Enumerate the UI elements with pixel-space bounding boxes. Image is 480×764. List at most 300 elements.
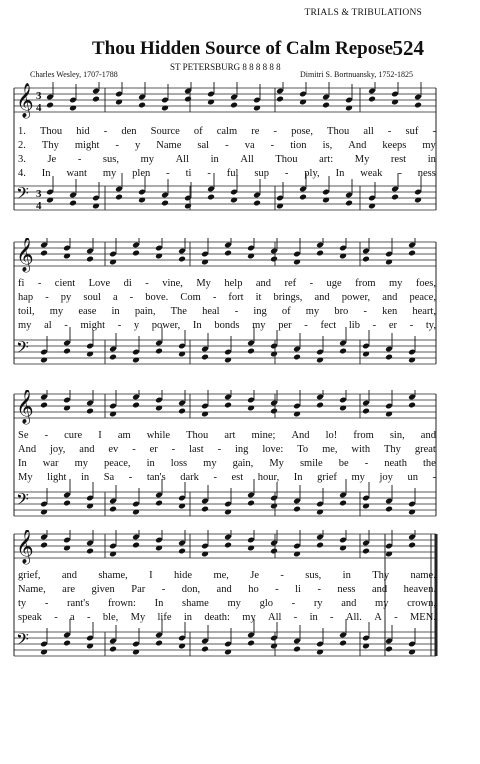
lyric-syllable: neath bbox=[384, 458, 407, 469]
lyric-syllable: in bbox=[146, 458, 155, 469]
lyric-syllable: and bbox=[382, 292, 398, 303]
lyric-syllable: a bbox=[112, 292, 118, 303]
lyric-syllable: bove. bbox=[145, 292, 169, 303]
lyric-syllable: And bbox=[291, 430, 310, 441]
lyric-syllable: my bbox=[252, 320, 266, 331]
lyric-syllable: power, bbox=[151, 320, 181, 331]
lyric-syllable: soul bbox=[83, 292, 101, 303]
lyric-syllable: - bbox=[409, 320, 414, 331]
lyric-syllable: my bbox=[351, 472, 365, 483]
lyric-syllable: calm bbox=[216, 126, 238, 137]
lyric-syllable: Je bbox=[250, 570, 260, 581]
lyric-syllable: of bbox=[281, 306, 291, 317]
lyric-line bbox=[18, 584, 436, 595]
lyric-syllable: and bbox=[61, 570, 77, 581]
lyric-syllable: joy bbox=[379, 472, 393, 483]
lyric-line bbox=[18, 458, 436, 469]
lyric-syllable: Thy bbox=[41, 140, 59, 151]
lyric-syllable: and bbox=[216, 584, 232, 595]
bass-clef-icon: 𝄢 bbox=[16, 489, 29, 513]
lyric-syllable: uge bbox=[326, 278, 342, 289]
lyric-syllable: weak bbox=[360, 168, 383, 179]
lyric-syllable: In bbox=[335, 168, 345, 179]
lyric-syllable: my bbox=[74, 458, 88, 469]
note-head bbox=[178, 408, 186, 415]
note-head bbox=[414, 102, 422, 109]
time-signature-top: 3 bbox=[36, 188, 42, 200]
lyric-syllable: my bbox=[242, 612, 256, 623]
hymn-title: Thou Hidden Source of Calm Repose bbox=[92, 38, 394, 59]
lyric-line bbox=[18, 430, 436, 441]
lyric-syllable: ti bbox=[185, 168, 192, 179]
lyric-syllable: - bbox=[45, 292, 49, 303]
note-head bbox=[270, 256, 278, 263]
lyric-line bbox=[18, 612, 436, 623]
note-head bbox=[201, 646, 209, 653]
note-head bbox=[339, 500, 347, 507]
lyric-syllable: heaven. bbox=[403, 584, 436, 595]
lyric-syllable: ble, bbox=[102, 612, 119, 623]
lyric-syllable: A bbox=[374, 612, 382, 623]
lyric-syllable: Thou bbox=[327, 126, 350, 137]
lyric-syllable: it bbox=[255, 292, 262, 303]
note-head bbox=[385, 354, 393, 361]
lyric-syllable: ease bbox=[78, 306, 97, 317]
lyric-syllable: from bbox=[355, 278, 376, 289]
lyric-syllable: while bbox=[146, 430, 171, 441]
lyric-syllable: foes, bbox=[415, 278, 436, 289]
note-head bbox=[115, 194, 123, 201]
note-head bbox=[86, 408, 94, 415]
note-head bbox=[362, 408, 370, 415]
note-head bbox=[201, 354, 209, 361]
lyric-syllable: grief bbox=[317, 472, 337, 483]
lyric-syllable: All bbox=[240, 154, 254, 165]
lyric-syllable: - bbox=[145, 278, 149, 289]
lyric-syllable: y bbox=[135, 140, 141, 151]
lyric-line bbox=[18, 292, 436, 303]
lyric-syllable: Sa bbox=[103, 472, 115, 483]
lyric-syllable: In bbox=[154, 598, 164, 609]
note-head bbox=[408, 250, 416, 257]
note-head bbox=[155, 640, 163, 647]
lyric-line bbox=[18, 598, 436, 609]
lyric-syllable: last bbox=[189, 444, 204, 455]
lyric-syllable: - bbox=[54, 612, 58, 623]
lyric-syllable: in bbox=[183, 612, 192, 623]
composer-credit: Dimitri S. Bortnuansky, 1752-1825 bbox=[300, 70, 414, 79]
lyric-syllable: In bbox=[41, 168, 51, 179]
lyric-syllable: I bbox=[149, 570, 153, 581]
note-head bbox=[362, 548, 370, 555]
lyric-syllable: - bbox=[304, 320, 308, 331]
lyric-syllable: - bbox=[207, 168, 211, 179]
lyric-syllable: and bbox=[371, 584, 388, 595]
lyric-syllable: fect bbox=[320, 320, 337, 331]
lyric-syllable: gain, bbox=[232, 458, 254, 469]
lyric-syllable: grief, bbox=[18, 570, 41, 581]
lyric-syllable: Je bbox=[47, 154, 57, 165]
lyric-syllable: in bbox=[309, 612, 318, 623]
lyric-syllable: tan's bbox=[146, 472, 166, 483]
lyric-syllable: The bbox=[170, 306, 187, 317]
lyric-syllable: - bbox=[398, 168, 402, 179]
lyric-syllable: 2. bbox=[18, 140, 26, 151]
lyric-syllable: pose, bbox=[291, 126, 313, 137]
lyric-syllable: - bbox=[364, 458, 369, 469]
bass-clef-icon: 𝄢 bbox=[16, 183, 29, 207]
lyric-syllable: - bbox=[171, 444, 176, 455]
lyric-syllable: ho bbox=[248, 584, 259, 595]
lyric-syllable: are bbox=[62, 584, 75, 595]
lyric-syllable: mine; bbox=[251, 430, 276, 441]
note-head bbox=[40, 402, 48, 409]
lyric-syllable: Name bbox=[156, 140, 182, 151]
lyric-syllable: and bbox=[314, 292, 330, 303]
lyric-syllable: my bbox=[203, 458, 217, 469]
lyric-syllable: my bbox=[375, 598, 389, 609]
lyric-syllable: - bbox=[115, 140, 119, 151]
note-head bbox=[40, 542, 48, 549]
lyric-syllable: don, bbox=[181, 584, 201, 595]
lyric-syllable: am bbox=[117, 430, 131, 441]
lyric-line bbox=[18, 306, 436, 317]
lyric-syllable: toil, bbox=[18, 306, 35, 317]
lyric-syllable: - bbox=[132, 444, 136, 455]
lyric-syllable: And bbox=[348, 140, 367, 151]
lyric-syllable: my bbox=[227, 598, 241, 609]
note-head bbox=[92, 96, 100, 103]
note-head bbox=[316, 250, 324, 257]
lyric-syllable: my bbox=[18, 320, 32, 331]
note-head bbox=[46, 102, 54, 109]
note-head bbox=[132, 250, 140, 257]
lyric-syllable: Thou bbox=[186, 430, 209, 441]
lyric-line bbox=[18, 140, 436, 151]
lyric-syllable: My bbox=[18, 472, 33, 483]
note-head bbox=[155, 348, 163, 355]
note-head bbox=[178, 256, 186, 263]
lyric-syllable: den bbox=[121, 126, 137, 137]
note-head bbox=[270, 408, 278, 415]
lyric-syllable: in bbox=[80, 472, 90, 483]
lyric-syllable: loss bbox=[170, 458, 188, 469]
lyric-syllable: hap bbox=[18, 292, 34, 303]
note-head bbox=[408, 402, 416, 409]
lyric-syllable: In bbox=[192, 320, 202, 331]
lyric-syllable: Name, bbox=[18, 584, 46, 595]
note-head bbox=[184, 96, 192, 103]
lyric-syllable: - bbox=[37, 278, 42, 289]
note-head bbox=[247, 348, 255, 355]
lyric-syllable: sup bbox=[254, 168, 269, 179]
lyric-syllable: va bbox=[244, 140, 255, 151]
lyric-syllable: cure bbox=[64, 430, 83, 441]
lyric-syllable: my bbox=[389, 278, 403, 289]
lyric-syllable: and bbox=[420, 430, 436, 441]
lyric-syllable: brings, bbox=[273, 292, 303, 303]
lyric-syllable: Love bbox=[88, 278, 111, 289]
treble-clef-icon: 𝄞 bbox=[16, 238, 34, 272]
note-head bbox=[109, 354, 117, 361]
lyric-syllable: - bbox=[77, 154, 82, 165]
lyric-syllable: peace, bbox=[104, 458, 131, 469]
lyric-syllable: My bbox=[196, 278, 211, 289]
lyric-syllable: ness bbox=[417, 168, 436, 179]
lyric-syllable: and bbox=[341, 598, 357, 609]
note-head bbox=[63, 640, 71, 647]
lyric-syllable: - bbox=[161, 584, 166, 595]
lyric-syllable: er bbox=[149, 444, 158, 455]
section-heading: TRIALS & TRIBULATIONS bbox=[304, 8, 422, 18]
lyric-syllable: in bbox=[427, 154, 436, 165]
time-signature-top: 3 bbox=[36, 90, 42, 102]
lyric-syllable: All. bbox=[345, 612, 362, 623]
note-head bbox=[155, 500, 163, 507]
note-head bbox=[132, 542, 140, 549]
lyric-syllable: - bbox=[225, 140, 229, 151]
note-head bbox=[339, 640, 347, 647]
lyric-syllable: cient bbox=[54, 278, 76, 289]
note-head bbox=[224, 250, 232, 257]
lyric-syllable: In bbox=[18, 458, 27, 469]
lyric-syllable: - bbox=[394, 612, 398, 623]
bass-clef-icon: 𝄢 bbox=[16, 337, 29, 361]
lyric-syllable: frown: bbox=[107, 598, 136, 609]
time-signature-bottom: 4 bbox=[36, 200, 42, 212]
lyric-line bbox=[18, 168, 436, 179]
note-head bbox=[132, 402, 140, 409]
lyric-syllable: - bbox=[317, 584, 321, 595]
note-head bbox=[270, 548, 278, 555]
lyric-syllable: Thou bbox=[275, 154, 298, 165]
lyric-syllable: py bbox=[60, 292, 72, 303]
lyric-syllable: - bbox=[87, 612, 91, 623]
lyric-syllable: I bbox=[98, 430, 102, 441]
lyric-syllable: and bbox=[255, 278, 272, 289]
lyric-syllable: li bbox=[295, 584, 301, 595]
lyric-syllable: sus, bbox=[305, 570, 322, 581]
lyric-syllable: my bbox=[49, 306, 64, 317]
lyric-syllable: ref bbox=[284, 278, 297, 289]
lyric-syllable: power, bbox=[341, 292, 371, 303]
note-head bbox=[178, 548, 186, 555]
note-head bbox=[368, 96, 376, 103]
lyric-syllable: All bbox=[175, 154, 189, 165]
lyric-syllable: er bbox=[388, 320, 397, 331]
music-system-3 bbox=[0, 390, 480, 540]
lyric-syllable: ful bbox=[226, 168, 239, 179]
lyric-syllable: - bbox=[280, 570, 284, 581]
lyric-syllable: me, bbox=[322, 444, 338, 455]
lyric-syllable: - bbox=[44, 598, 49, 609]
lyric-syllable: - bbox=[64, 320, 68, 331]
note-head bbox=[385, 506, 393, 513]
lyric-syllable: ev bbox=[108, 444, 119, 455]
note-head bbox=[253, 200, 261, 207]
lyric-syllable: heal bbox=[202, 306, 220, 317]
lyric-syllable: un bbox=[407, 472, 418, 483]
lyric-syllable: ing bbox=[253, 306, 267, 317]
lyric-syllable: want bbox=[66, 168, 87, 179]
lyric-syllable: - bbox=[129, 292, 134, 303]
lyric-syllable: My bbox=[130, 612, 146, 623]
music-system-2 bbox=[0, 238, 480, 390]
lyric-syllable: with bbox=[351, 444, 371, 455]
lyric-syllable: - bbox=[284, 168, 289, 179]
lyric-syllable: - bbox=[213, 472, 217, 483]
time-signature-bottom: 4 bbox=[36, 102, 42, 114]
lyric-syllable: - bbox=[330, 612, 334, 623]
note-head bbox=[138, 102, 146, 109]
lyric-syllable: rant's bbox=[66, 598, 90, 609]
lyric-syllable: crown, bbox=[407, 598, 436, 609]
lyric-syllable: light bbox=[47, 472, 67, 483]
lyric-syllable: of bbox=[193, 126, 203, 137]
lyric-syllable: ry bbox=[313, 598, 323, 609]
lyric-syllable: - bbox=[432, 472, 436, 483]
lyric-syllable: - bbox=[363, 306, 367, 317]
lyric-syllable: est bbox=[231, 472, 244, 483]
lyric-syllable: heart, bbox=[412, 306, 436, 317]
lyric-syllable: Com bbox=[180, 292, 201, 303]
note-head bbox=[408, 542, 416, 549]
note-head bbox=[69, 200, 77, 207]
note-head bbox=[316, 542, 324, 549]
lyric-syllable: MEN. bbox=[409, 612, 436, 623]
lyric-syllable: dark bbox=[180, 472, 199, 483]
lyric-syllable: glo bbox=[259, 598, 273, 609]
lyric-line bbox=[18, 570, 436, 581]
lyric-syllable: ken bbox=[382, 306, 398, 317]
note-head bbox=[247, 500, 255, 507]
lyric-syllable: - bbox=[128, 472, 133, 483]
treble-clef-icon: 𝄞 bbox=[16, 390, 34, 424]
lyric-syllable: keeps bbox=[382, 140, 407, 151]
lyric-syllable: ness bbox=[337, 584, 356, 595]
lyric-syllable: - bbox=[372, 320, 377, 331]
lyric-syllable: - bbox=[212, 292, 217, 303]
lyric-syllable: - bbox=[117, 320, 122, 331]
note-head bbox=[322, 102, 330, 109]
lyric-syllable: plen bbox=[132, 168, 151, 179]
lyric-syllable: ing bbox=[234, 444, 249, 455]
lyric-syllable: di bbox=[123, 278, 132, 289]
note-head bbox=[362, 256, 370, 263]
lyric-syllable: tion bbox=[290, 140, 307, 151]
lyric-syllable: suf bbox=[405, 126, 419, 137]
note-head bbox=[63, 500, 71, 507]
lyric-syllable: hide bbox=[174, 570, 193, 581]
lyric-syllable: sin, bbox=[389, 430, 405, 441]
lyric-syllable: y bbox=[133, 320, 140, 331]
lyric-syllable: - bbox=[293, 612, 298, 623]
lyric-syllable: - bbox=[432, 126, 436, 137]
note-head bbox=[161, 200, 169, 207]
lyric-syllable: a bbox=[70, 612, 75, 623]
lyric-syllable: shame, bbox=[98, 570, 128, 581]
note-head bbox=[40, 250, 48, 257]
lyric-syllable: per bbox=[278, 320, 292, 331]
lyric-syllable: my bbox=[305, 306, 320, 317]
lyric-line bbox=[18, 320, 436, 331]
lyric-syllable: bro bbox=[334, 306, 349, 317]
lyric-line bbox=[18, 278, 436, 289]
lyric-syllable: is, bbox=[322, 140, 333, 151]
lyric-syllable: 3. bbox=[18, 154, 26, 165]
lyric-syllable: in bbox=[111, 306, 120, 317]
lyric-line bbox=[18, 444, 436, 455]
lyric-syllable: Se bbox=[18, 430, 29, 441]
note-head bbox=[316, 402, 324, 409]
lyric-syllable: and bbox=[79, 444, 95, 455]
note-head bbox=[207, 194, 215, 201]
lyric-syllable: art: bbox=[319, 154, 334, 165]
lyric-syllable: - bbox=[103, 126, 108, 137]
lyric-syllable: help bbox=[224, 278, 243, 289]
lyric-syllable: smile bbox=[299, 458, 323, 469]
lyric-syllable: lo! bbox=[325, 430, 338, 441]
lyric-syllable: all bbox=[363, 126, 374, 137]
note-head bbox=[391, 194, 399, 201]
lyric-syllable: bonds bbox=[214, 320, 240, 331]
lyric-syllable: - bbox=[270, 140, 275, 151]
lyric-syllable: pain, bbox=[134, 306, 156, 317]
lyric-syllable: fort bbox=[228, 292, 244, 303]
lyric-syllable: sus, bbox=[102, 154, 119, 165]
lyric-syllable: My bbox=[354, 154, 370, 165]
note-head bbox=[86, 256, 94, 263]
lyric-syllable: - bbox=[217, 444, 222, 455]
treble-clef-icon: 𝄞 bbox=[16, 530, 34, 564]
lyric-syllable: the bbox=[423, 458, 436, 469]
lyric-syllable: rest bbox=[390, 154, 407, 165]
lyric-line bbox=[18, 154, 436, 165]
lyric-syllable: - bbox=[275, 584, 279, 595]
lyric-syllable: ty, bbox=[425, 320, 436, 331]
note-head bbox=[299, 194, 307, 201]
music-system-4 bbox=[0, 530, 480, 680]
lyric-syllable: Thy bbox=[372, 570, 390, 581]
lyric-syllable: - bbox=[291, 598, 296, 609]
lyric-syllable: speak bbox=[18, 612, 42, 623]
lyric-syllable: Thy bbox=[384, 444, 401, 455]
music-system-1 bbox=[0, 82, 480, 232]
note-head bbox=[276, 96, 284, 103]
lyric-syllable: me, bbox=[213, 570, 229, 581]
lyric-syllable: - bbox=[234, 306, 239, 317]
lyric-syllable: in bbox=[210, 154, 219, 165]
lyric-syllable: re bbox=[251, 126, 260, 137]
note-head bbox=[224, 402, 232, 409]
lyric-syllable: name. bbox=[410, 570, 436, 581]
lyric-line bbox=[18, 126, 436, 137]
note-head bbox=[86, 548, 94, 555]
lyric-syllable: 1. bbox=[18, 126, 26, 137]
lyric-syllable: be bbox=[338, 458, 349, 469]
note-head bbox=[339, 348, 347, 355]
lyric-syllable: al bbox=[44, 320, 52, 331]
lyric-line bbox=[18, 472, 436, 483]
lyric-syllable: joy, bbox=[50, 444, 66, 455]
lyric-syllable: my bbox=[102, 168, 117, 179]
note-head bbox=[63, 348, 71, 355]
lyric-syllable: art bbox=[224, 430, 236, 441]
lyric-syllable: Thou bbox=[39, 126, 63, 137]
lyric-syllable: ty bbox=[18, 598, 27, 609]
lyric-syllable: ply, bbox=[304, 168, 320, 179]
lyric-syllable: hid bbox=[76, 126, 90, 137]
